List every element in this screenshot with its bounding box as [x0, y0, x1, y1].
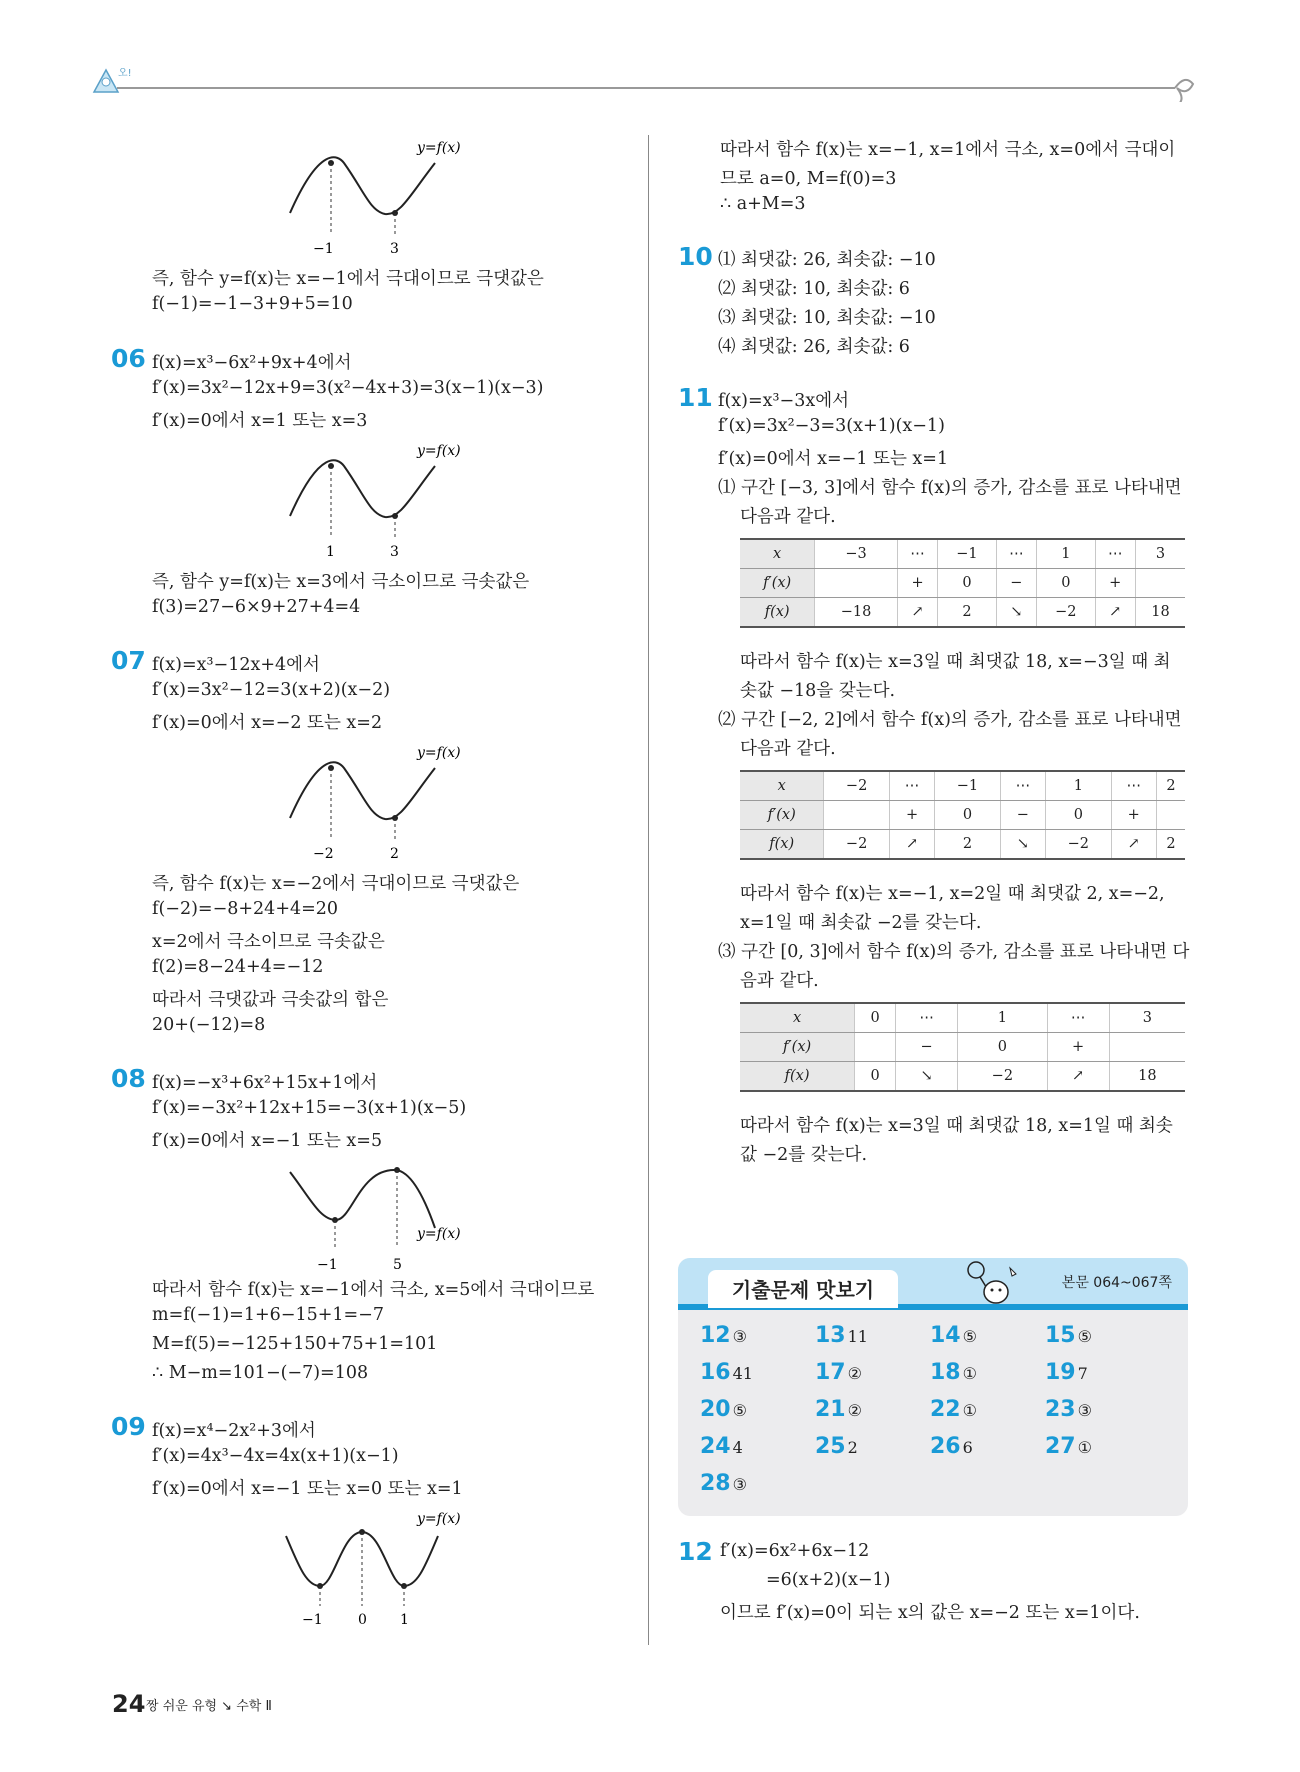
text-line: 따라서 함수 f(x)는 x=−1, x=2일 때 최댓값 2, x=−2, — [740, 884, 1165, 904]
problem-number: 10 — [678, 242, 713, 271]
table-cell: −2 — [824, 771, 889, 801]
answer-number: 28 — [700, 1471, 731, 1496]
graph-08 — [280, 1158, 500, 1280]
table-cell: ⋯ — [889, 771, 934, 801]
table-cell: ↗ — [889, 830, 934, 860]
answer-box-title: 기출문제 맛보기 — [708, 1270, 898, 1308]
table-cell: ↘ — [896, 1062, 958, 1092]
answer-item — [700, 1471, 747, 1496]
table-cell: ⋯ — [897, 539, 937, 569]
answer-item — [700, 1434, 743, 1459]
variation-table-1 — [740, 538, 1185, 628]
graph-09 — [280, 1506, 500, 1628]
tick-label: −1 — [317, 1257, 338, 1273]
answer-number: 21 — [815, 1397, 846, 1422]
table-cell: ⋯ — [1000, 771, 1045, 801]
answer-item — [1045, 1323, 1092, 1348]
table-cell — [1135, 569, 1185, 598]
answer-value: 7 — [1077, 1364, 1088, 1383]
table-cell: −1 — [938, 539, 996, 569]
answer-item — [930, 1434, 973, 1459]
table-cell: −1 — [935, 771, 1000, 801]
answer-item — [1045, 1397, 1092, 1422]
table-header-cell: f(x) — [740, 1062, 855, 1092]
text-line: =6(x+2)(x−1) — [766, 1570, 891, 1590]
table-cell: ↗ — [1111, 830, 1156, 860]
table-row — [740, 771, 1185, 801]
table-cell: 3 — [1109, 1003, 1185, 1033]
text-line: ∴ a+M=3 — [720, 194, 806, 214]
table-header-cell: x — [740, 771, 824, 801]
table-cell: ⋯ — [996, 539, 1036, 569]
text-line: ⑵ 구간 [−2, 2]에서 함수 f(x)의 증가, 감소를 표로 나타내면 — [718, 710, 1182, 730]
table-cell: 18 — [1109, 1062, 1185, 1092]
text-line: 값 −2를 갖는다. — [740, 1145, 868, 1165]
text-line: f(−1)=−1−3+9+5=10 — [152, 294, 353, 314]
table-cell: 0 — [855, 1003, 896, 1033]
tick-label: 3 — [390, 544, 399, 560]
graph-label: y=f(x) — [417, 443, 461, 459]
text-line: m=f(−1)=1+6−15+1=−7 — [152, 1305, 384, 1325]
text-line: 즉, 함수 y=f(x)는 x=3에서 극소이므로 극솟값은 — [152, 572, 530, 592]
graph-05 — [280, 135, 500, 257]
footer-text: 짱 쉬운 유형 ↘ 수학 Ⅱ — [146, 1699, 272, 1714]
table-cell: + — [1047, 1033, 1109, 1062]
text-line: f(2)=8−24+4=−12 — [152, 957, 324, 977]
column-divider — [648, 135, 649, 1645]
table-cell — [1156, 801, 1185, 830]
text-line: 즉, 함수 y=f(x)는 x=−1에서 극대이므로 극댓값은 — [152, 269, 544, 289]
answer-number: 19 — [1045, 1360, 1076, 1385]
text-line: f′(x)=6x²+6x−12 — [720, 1541, 870, 1561]
answer-value: 6 — [962, 1438, 973, 1457]
text-line: ⑷ 최댓값: 26, 최솟값: 6 — [718, 337, 910, 357]
table-cell: + — [889, 801, 934, 830]
answer-item — [815, 1434, 858, 1459]
answer-value: ① — [962, 1364, 977, 1383]
table-cell: 2 — [938, 598, 996, 628]
text-line: x=2에서 극소이므로 극솟값은 — [152, 932, 385, 952]
answer-value: ⑤ — [962, 1327, 977, 1346]
text-line: 음과 같다. — [740, 971, 819, 991]
answer-item — [700, 1360, 753, 1385]
graph-label: y=f(x) — [417, 140, 461, 156]
graph-label: y=f(x) — [417, 745, 461, 761]
answer-item — [815, 1360, 862, 1385]
table-cell: 0 — [855, 1062, 896, 1092]
text-line: ⑴ 최댓값: 26, 최솟값: −10 — [718, 250, 936, 270]
answer-number: 14 — [930, 1323, 961, 1348]
tick-label: −1 — [313, 241, 334, 257]
table-cell: 0 — [1037, 569, 1095, 598]
table-cell: −2 — [1046, 830, 1111, 860]
table-header-cell: f(x) — [740, 598, 815, 628]
text-line: ⑴ 구간 [−3, 3]에서 함수 f(x)의 증가, 감소를 표로 나타내면 — [718, 478, 1182, 498]
table-cell: ↘ — [996, 598, 1036, 628]
answer-value: 2 — [847, 1438, 858, 1457]
text-line: f′(x)=0에서 x=−1 또는 x=5 — [152, 1131, 383, 1151]
text-line: M=f(5)=−125+150+75+1=101 — [152, 1334, 438, 1354]
answer-value: ② — [847, 1401, 862, 1420]
text-line: 따라서 함수 f(x)는 x=−1에서 극소, x=5에서 극대이므로 — [152, 1280, 595, 1300]
text-line: f′(x)=0에서 x=−1 또는 x=0 또는 x=1 — [152, 1479, 463, 1499]
table-header-cell: x — [740, 539, 815, 569]
text-line: 20+(−12)=8 — [152, 1015, 266, 1035]
table-cell: 2 — [1156, 830, 1185, 860]
table-cell: ↗ — [1047, 1062, 1109, 1092]
answer-number: 20 — [700, 1397, 731, 1422]
answer-item — [930, 1360, 977, 1385]
header-rule — [85, 62, 1205, 102]
text-line: f(x)=−x³+6x²+15x+1에서 — [152, 1073, 378, 1093]
text-line: f′(x)=3x²−12=3(x+2)(x−2) — [152, 680, 391, 700]
tick-label: 3 — [390, 241, 399, 257]
text-line: f(x)=x³−3x에서 — [718, 391, 850, 411]
text-line: 다음과 같다. — [740, 507, 836, 527]
answer-value: ② — [847, 1364, 862, 1383]
variation-table-3 — [740, 1002, 1185, 1092]
tick-label: 1 — [400, 1612, 409, 1628]
text-line: f′(x)=0에서 x=−1 또는 x=1 — [718, 449, 949, 469]
text-line: f′(x)=4x³−4x=4x(x+1)(x−1) — [152, 1446, 399, 1466]
answer-number: 25 — [815, 1434, 846, 1459]
answer-item — [930, 1397, 977, 1422]
table-row — [740, 1033, 1185, 1062]
table-cell: 0 — [938, 569, 996, 598]
table-cell: −2 — [824, 830, 889, 860]
text-line: f′(x)=0에서 x=−2 또는 x=2 — [152, 713, 383, 733]
answer-value: ① — [1077, 1438, 1092, 1457]
table-cell: − — [896, 1033, 958, 1062]
table-cell: ↗ — [1095, 598, 1135, 628]
text-line: x=1일 때 최솟값 −2를 갖는다. — [740, 913, 982, 933]
answer-number: 27 — [1045, 1434, 1076, 1459]
text-line: 즉, 함수 f(x)는 x=−2에서 극대이므로 극댓값은 — [152, 874, 520, 894]
problem-number: 12 — [678, 1537, 713, 1566]
tick-label: 5 — [393, 1257, 402, 1273]
answer-item — [700, 1323, 747, 1348]
answer-number: 18 — [930, 1360, 961, 1385]
answer-item — [1045, 1360, 1088, 1385]
table-cell: −2 — [958, 1062, 1048, 1092]
text-line: f(−2)=−8+24+4=20 — [152, 899, 339, 919]
logo-text: 오! — [118, 68, 132, 79]
table-cell: −3 — [815, 539, 898, 569]
answer-value: 4 — [732, 1438, 743, 1457]
problem-number: 09 — [111, 1412, 146, 1441]
answer-number: 13 — [815, 1323, 846, 1348]
table-cell: ↘ — [1000, 830, 1045, 860]
problem-number: 07 — [111, 646, 146, 675]
text-line: f(3)=27−6×9+27+4=4 — [152, 597, 361, 617]
text-line: 따라서 함수 f(x)는 x=3일 때 최댓값 18, x=1일 때 최솟 — [740, 1116, 1173, 1136]
table-cell — [855, 1033, 896, 1062]
text-line: ⑵ 최댓값: 10, 최솟값: 6 — [718, 279, 910, 299]
answer-number: 22 — [930, 1397, 961, 1422]
table-cell: + — [1095, 569, 1135, 598]
table-cell: − — [996, 569, 1036, 598]
text-line: ⑶ 구간 [0, 3]에서 함수 f(x)의 증가, 감소를 표로 나타내면 다 — [718, 942, 1190, 962]
answer-number: 26 — [930, 1434, 961, 1459]
table-cell: 18 — [1135, 598, 1185, 628]
table-cell: 0 — [935, 801, 1000, 830]
table-cell: −2 — [1037, 598, 1095, 628]
table-cell: −18 — [815, 598, 898, 628]
answer-box-reference: 본문 064~067쪽 — [1061, 1275, 1172, 1291]
table-cell: ⋯ — [1095, 539, 1135, 569]
table-header-cell: f′(x) — [740, 801, 824, 830]
table-row — [740, 830, 1185, 860]
text-line: f′(x)=3x²−12x+9=3(x²−4x+3)=3(x−1)(x−3) — [152, 378, 544, 398]
graph-label: y=f(x) — [417, 1226, 461, 1242]
answer-value: ③ — [732, 1475, 747, 1494]
answer-value: ⑤ — [732, 1401, 747, 1420]
text-line: 따라서 함수 f(x)는 x=3일 때 최댓값 18, x=−3일 때 최 — [740, 652, 1171, 672]
text-line: 이므로 f′(x)=0이 되는 x의 값은 x=−2 또는 x=1이다. — [720, 1603, 1140, 1623]
table-cell: 0 — [958, 1033, 1048, 1062]
variation-table-2 — [740, 770, 1185, 860]
text-line: f(x)=x⁴−2x²+3에서 — [152, 1421, 316, 1441]
tick-label: 1 — [326, 544, 335, 560]
table-cell — [1109, 1033, 1185, 1062]
table-row — [740, 801, 1185, 830]
table-header-cell: f′(x) — [740, 569, 815, 598]
table-cell — [824, 801, 889, 830]
answer-item — [930, 1323, 977, 1348]
mascot-racket-icon — [958, 1258, 1022, 1318]
table-cell: 1 — [1037, 539, 1095, 569]
answer-item — [815, 1397, 862, 1422]
table-cell: + — [897, 569, 937, 598]
table-cell: 3 — [1135, 539, 1185, 569]
table-cell: − — [1000, 801, 1045, 830]
graph-label: y=f(x) — [417, 1511, 461, 1527]
text-line: f′(x)=3x²−3=3(x+1)(x−1) — [718, 416, 945, 436]
answer-value: ③ — [1077, 1401, 1092, 1420]
table-row — [740, 569, 1185, 598]
table-cell: 2 — [935, 830, 1000, 860]
text-line: f(x)=x³−12x+4에서 — [152, 655, 320, 675]
table-cell: 1 — [958, 1003, 1048, 1033]
answer-box — [678, 1258, 1188, 1516]
answer-number: 17 — [815, 1360, 846, 1385]
text-line: f(x)=x³−6x²+9x+4에서 — [152, 353, 352, 373]
text-line: f′(x)=−3x²+12x+15=−3(x+1)(x−5) — [152, 1098, 467, 1118]
text-line: 따라서 함수 f(x)는 x=−1, x=1에서 극소, x=0에서 극대이 — [720, 140, 1176, 160]
text-line: 솟값 −18을 갖는다. — [740, 681, 896, 701]
text-line: 다음과 같다. — [740, 739, 836, 759]
tick-label: 0 — [358, 1612, 367, 1628]
problem-number: 11 — [678, 383, 713, 412]
answer-item — [815, 1323, 868, 1348]
table-row — [740, 1062, 1185, 1092]
text-line: ∴ M−m=101−(−7)=108 — [152, 1363, 369, 1383]
table-cell: 0 — [1046, 801, 1111, 830]
graph-06 — [280, 438, 500, 560]
text-line: 따라서 극댓값과 극솟값의 합은 — [152, 990, 389, 1010]
text-line: ⑶ 최댓값: 10, 최솟값: −10 — [718, 308, 936, 328]
table-header-cell: f′(x) — [740, 1033, 855, 1062]
answer-value: ③ — [732, 1327, 747, 1346]
table-header-cell: f(x) — [740, 830, 824, 860]
table-cell: ⋯ — [1111, 771, 1156, 801]
table-row — [740, 539, 1185, 569]
answer-item — [700, 1397, 747, 1422]
tick-label: −1 — [302, 1612, 323, 1628]
tick-label: −2 — [313, 846, 334, 862]
graph-07 — [280, 740, 500, 862]
text-line: f′(x)=0에서 x=1 또는 x=3 — [152, 411, 368, 431]
answer-number: 23 — [1045, 1397, 1076, 1422]
problem-number: 06 — [111, 344, 146, 373]
answer-value: ⑤ — [1077, 1327, 1092, 1346]
answer-item — [1045, 1434, 1092, 1459]
table-cell: + — [1111, 801, 1156, 830]
table-row — [740, 598, 1185, 628]
answer-value: ① — [962, 1401, 977, 1420]
table-cell — [815, 569, 898, 598]
table-row — [740, 1003, 1185, 1033]
answer-value: 11 — [847, 1327, 868, 1346]
answer-value: 41 — [732, 1364, 753, 1383]
problem-number: 08 — [111, 1064, 146, 1093]
text-line: 므로 a=0, M=f(0)=3 — [720, 169, 897, 189]
table-header-cell: x — [740, 1003, 855, 1033]
answer-number: 15 — [1045, 1323, 1076, 1348]
answer-number: 24 — [700, 1434, 731, 1459]
table-cell: 1 — [1046, 771, 1111, 801]
tick-label: 2 — [390, 846, 399, 862]
answer-number: 12 — [700, 1323, 731, 1348]
table-cell: ⋯ — [1047, 1003, 1109, 1033]
page-number: 24 — [112, 1690, 146, 1718]
answer-number: 16 — [700, 1360, 731, 1385]
table-cell: ↗ — [897, 598, 937, 628]
table-cell: ⋯ — [896, 1003, 958, 1033]
table-cell: 2 — [1156, 771, 1185, 801]
